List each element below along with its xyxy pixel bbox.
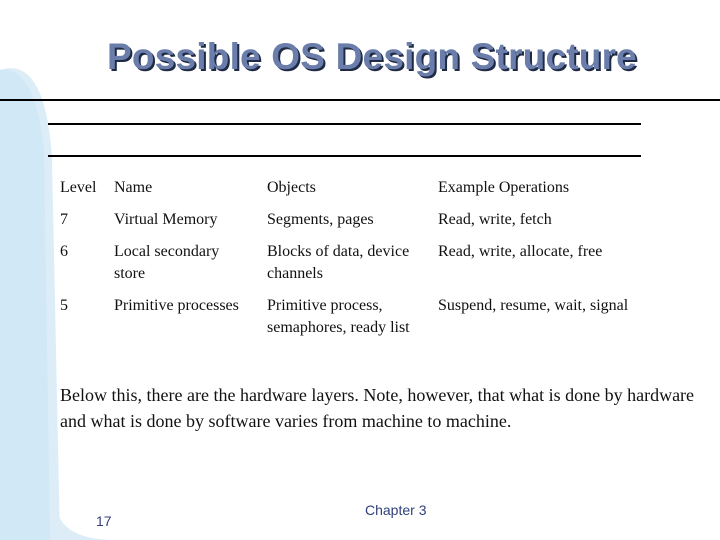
slide-title: Possible OS Design Structure [107,36,637,77]
row-level: 6 [60,243,68,260]
row-name: Primitive processes [114,297,239,314]
row-objects: Primitive process, semaphores, ready list [267,297,410,336]
chapter-footer: Chapter 3 [365,502,427,518]
slide-number: 17 [96,513,112,529]
header-example-operations: Example Operations [438,179,570,196]
row-operations: Read, write, fetch [438,211,552,228]
row-name: Virtual Memory [114,211,218,228]
row-level: 7 [60,211,68,228]
header-objects: Objects [267,179,316,196]
header-level: Level [60,179,97,196]
row-objects: Segments, pages [267,211,374,228]
hardware-layers-note: Below this, there are the hardware layers. Note, however, that what is done by hardware and what is done by software varies from machine to machine. [60,385,695,431]
row-operations: Suspend, resume, wait, signal [438,297,629,314]
header-name: Name [114,179,153,196]
row-operations: Read, write, allocate, free [438,243,603,260]
row-level: 5 [60,297,68,314]
row-objects: Blocks of data, device channels [267,243,410,282]
row-name: Local secondary store [114,243,220,282]
